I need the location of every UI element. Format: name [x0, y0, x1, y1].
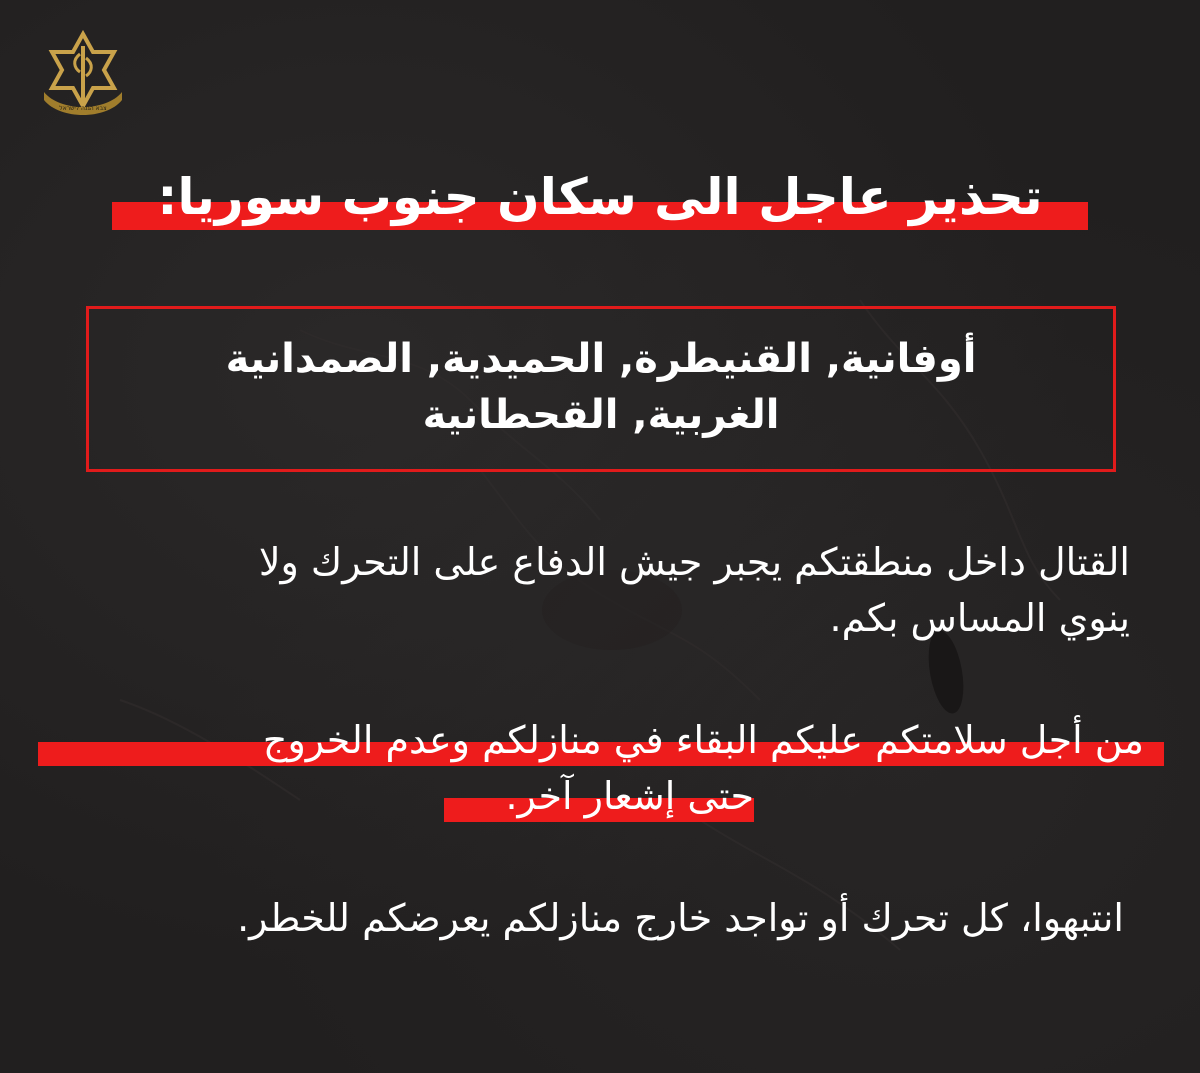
- paragraph-fighting-line-2: ينوي المساس بكم.: [829, 596, 1130, 640]
- villages-box: [86, 306, 1116, 472]
- villages-line-1: أوفانية, القنيطرة, الحميدية, الصمدانية: [225, 336, 977, 382]
- villages-list: [109, 331, 1093, 443]
- villages-line-2: الغربية, القحطانية: [422, 392, 780, 438]
- paragraph-safety-line-2: حتى إشعار آخر.: [505, 774, 754, 818]
- headline-section: [0, 160, 1200, 240]
- idf-emblem-icon: [36, 30, 130, 124]
- paragraph-danger: انتبهوا، كل تحرك أو تواجد خارج منازلكم يعرضكم للخطر.: [237, 896, 1124, 940]
- emblem-caption: צבא הגנה לישראל: [59, 105, 107, 112]
- paragraph-safety-line-1: من أجل سلامتكم عليكم البقاء في منازلكم وعدم الخروج: [262, 718, 1144, 762]
- headline: تحذير عاجل الى سكان جنوب سوريا:: [157, 168, 1043, 226]
- paragraph-fighting-line-1: القتال داخل منطقتكم يجبر جيش الدفاع على التحرك ولا: [258, 540, 1130, 584]
- paragraph-fighting: [259, 534, 1130, 646]
- paragraph-safety: [0, 712, 1200, 832]
